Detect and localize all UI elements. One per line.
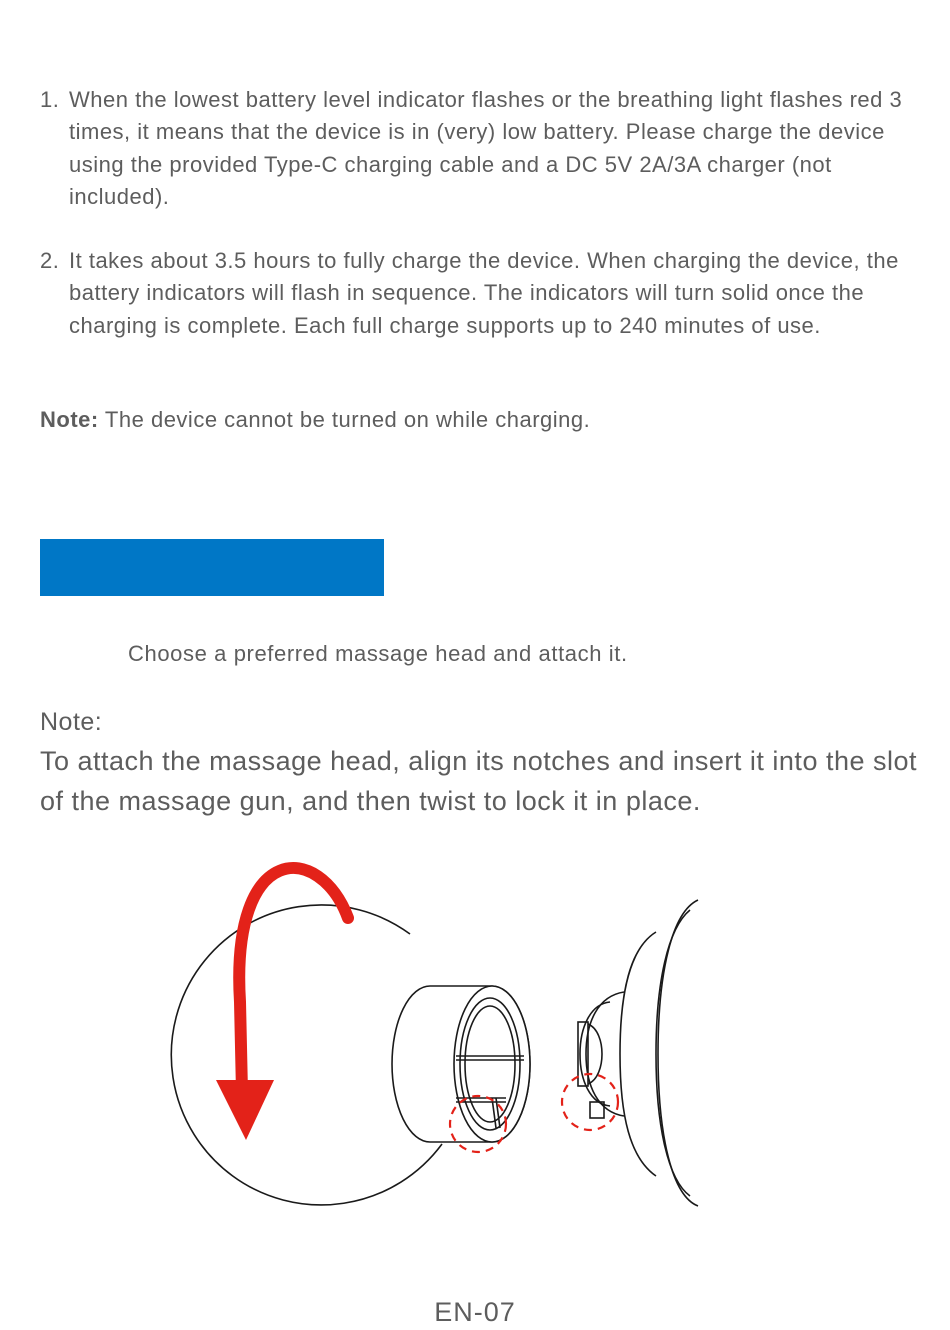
section-header-bar — [40, 539, 384, 596]
instruction-text: When the lowest battery level indicator flashes or the breathing light flashes red 3 times, it means that the device is in (very) low battery. Please charge the device using the provided Type-C charging cable and a DC 5V 2A/3A charger (not included). — [69, 87, 903, 209]
attach-note-text: To attach the massage head, align its notches and insert it into the slot of the massage gun, and then twist to lock it in place. — [40, 746, 918, 816]
attach-head-illustration — [140, 852, 720, 1222]
charging-note-text: The device cannot be turned on while charging. — [98, 407, 591, 432]
instruction-item-2 — [40, 245, 910, 342]
massage-gun-nozzle — [578, 900, 698, 1206]
charging-note-label: Note: — [40, 407, 99, 432]
attach-note-label: Note: — [40, 708, 103, 736]
instruction-text: It takes about 3.5 hours to fully charge the device. When charging the device, the battery indicators will flash in sequence. The indicators will turn solid once the charging is complete. Each full charge supports up to 240 minutes of use. — [69, 248, 899, 338]
instruction-item-1 — [40, 84, 910, 213]
choose-head-text: Choose a preferred massage head and attach it. — [128, 641, 628, 666]
instruction-list — [40, 84, 910, 342]
charging-note — [40, 404, 590, 436]
page-number: EN-07 — [434, 1297, 516, 1327]
massage-head — [171, 905, 530, 1205]
instruction-number: 2. — [40, 248, 60, 274]
instruction-number: 1. — [40, 87, 60, 112]
